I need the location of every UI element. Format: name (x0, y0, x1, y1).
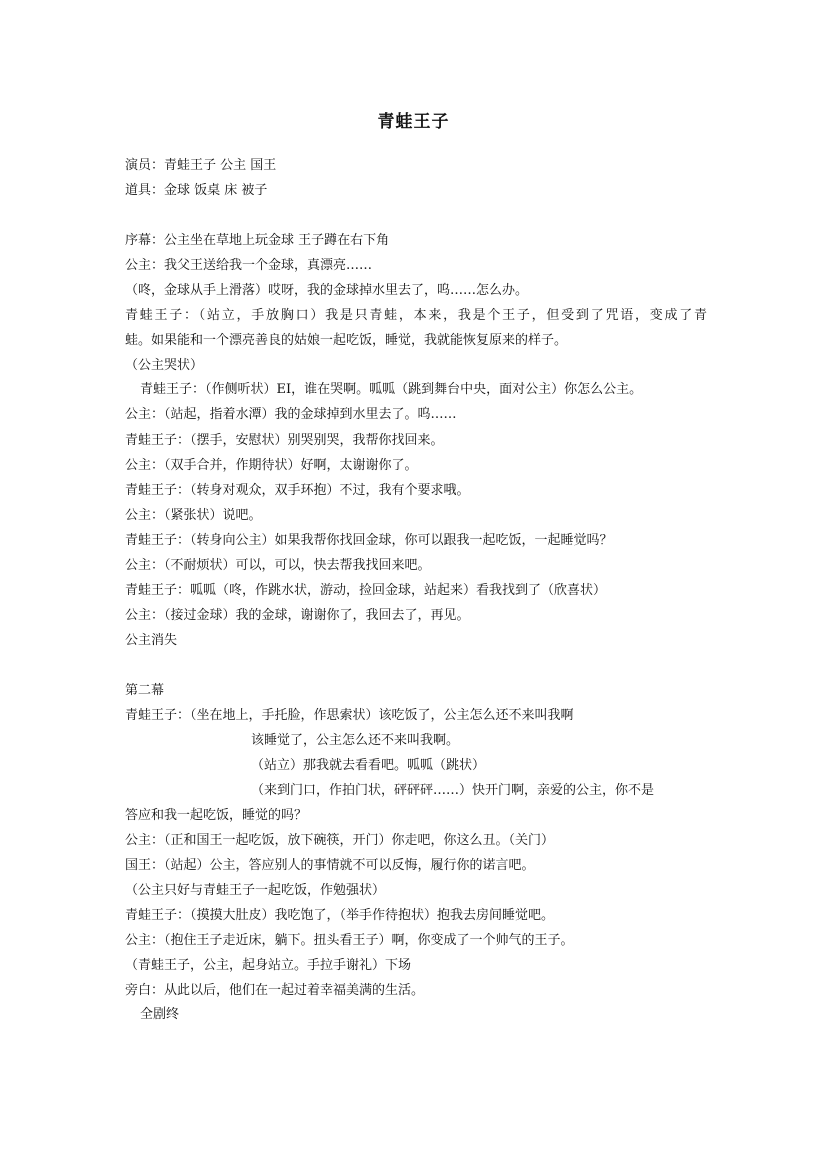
script-line: 青蛙王子：（坐在地上，手托脸，作思索状）该吃饭了，公主怎么还不来叫我啊 (125, 708, 574, 723)
script-line: 公主：（站起，指着水潭）我的金球掉到水里去了。呜…… (125, 407, 457, 422)
script-line: 该睡觉了，公主怎么还不来叫我啊。 (251, 733, 460, 748)
act-two-heading-line: 第二幕 (125, 683, 165, 698)
document-title: 青蛙王子 (377, 112, 450, 132)
script-line: 公主：（接过金球）我的金球，谢谢你了，我回去了，再见。 (125, 608, 470, 623)
script-line: 青蛙王子：（摆手，安慰状）别哭别哭，我帮你找回来。 (125, 433, 444, 448)
stage-direction-line: （青蛙王子，公主，起身站立。手拉手谢礼）下场 (125, 958, 412, 973)
props-line: 道具：金球 饭桌 床 被子 (125, 183, 268, 198)
prologue-heading-line: 序幕：公主坐在草地上玩金球 王子蹲在右下角 (125, 233, 390, 248)
script-line: 青蛙王子：（转身向公主）如果我帮你找回金球，你可以跟我一起吃饭，一起睡觉吗？ (125, 533, 613, 548)
cast-line: 演员：青蛙王子 公主 国王 (125, 158, 277, 173)
ending-line: 全剧终 (140, 1007, 180, 1022)
script-line: 公主：我父王送给我一个金球，真漂亮…… (125, 258, 373, 273)
script-line: 公主：（紧张状）说吧。 (125, 508, 262, 523)
script-line: 青蛙王子：（站立，手放胸口）我是只青蛙，本来，我是个王子，但受到了咒语，变成了青 (125, 308, 707, 323)
script-line: 公主：（正和国王一起吃饭，放下碗筷，开门）你走吧，你这么丑。（关门） (125, 833, 555, 848)
script-line: 公主：（抱住王子走近床，躺下。扭头看王子）啊，你变成了一个帅气的王子。 (125, 933, 574, 948)
script-line: 国王：（站起）公主，答应别人的事情就不可以反悔，履行你的诺言吧。 (125, 858, 535, 873)
script-line: 青蛙王子：（摸摸大肚皮）我吃饱了，（举手作待抱状）抱我去房间睡觉吧。 (125, 908, 555, 923)
script-line: 青蛙王子：呱呱（咚，作跳水状，游动，捡回金球，站起来）看我找到了（欣喜状） (125, 583, 607, 598)
script-line: 青蛙王子：（作侧听状）EI，谁在哭啊。呱呱（跳到舞台中央，面对公主）你怎么公主。 (140, 382, 643, 397)
stage-direction-line: 公主消失 (125, 633, 178, 648)
script-line: 公主：（双手合并，作期待状）好啊，太谢谢你了。 (125, 458, 418, 473)
script-line: （咚，金球从手上滑落）哎呀，我的金球掉水里去了，呜……怎么办。 (125, 283, 529, 298)
script-line: （来到门口，作拍门状，砰砰砰……）快开门啊，亲爱的公主，你不是 (251, 783, 655, 798)
script-line: 青蛙王子：（转身对观众，双手环抱）不过，我有个要求哦。 (125, 483, 470, 498)
narration-line: 旁白：从此以后，他们在一起过着幸福美满的生活。 (125, 983, 425, 998)
script-line: 答应和我一起吃饭，睡觉的吗？ (125, 808, 308, 823)
script-line: 蛙。如果能和一个漂亮善良的姑娘一起吃饭，睡觉，我就能恢复原来的样子。 (125, 333, 568, 348)
stage-direction-line: （公主只好与青蛙王子一起吃饭，作勉强状） (125, 883, 386, 898)
stage-direction-line: （公主哭状） (125, 358, 204, 373)
script-line: 公主：（不耐烦状）可以，可以，快去帮我找回来吧。 (125, 558, 431, 573)
script-line: （站立）那我就去看看吧。呱呱（跳状） (251, 758, 486, 773)
